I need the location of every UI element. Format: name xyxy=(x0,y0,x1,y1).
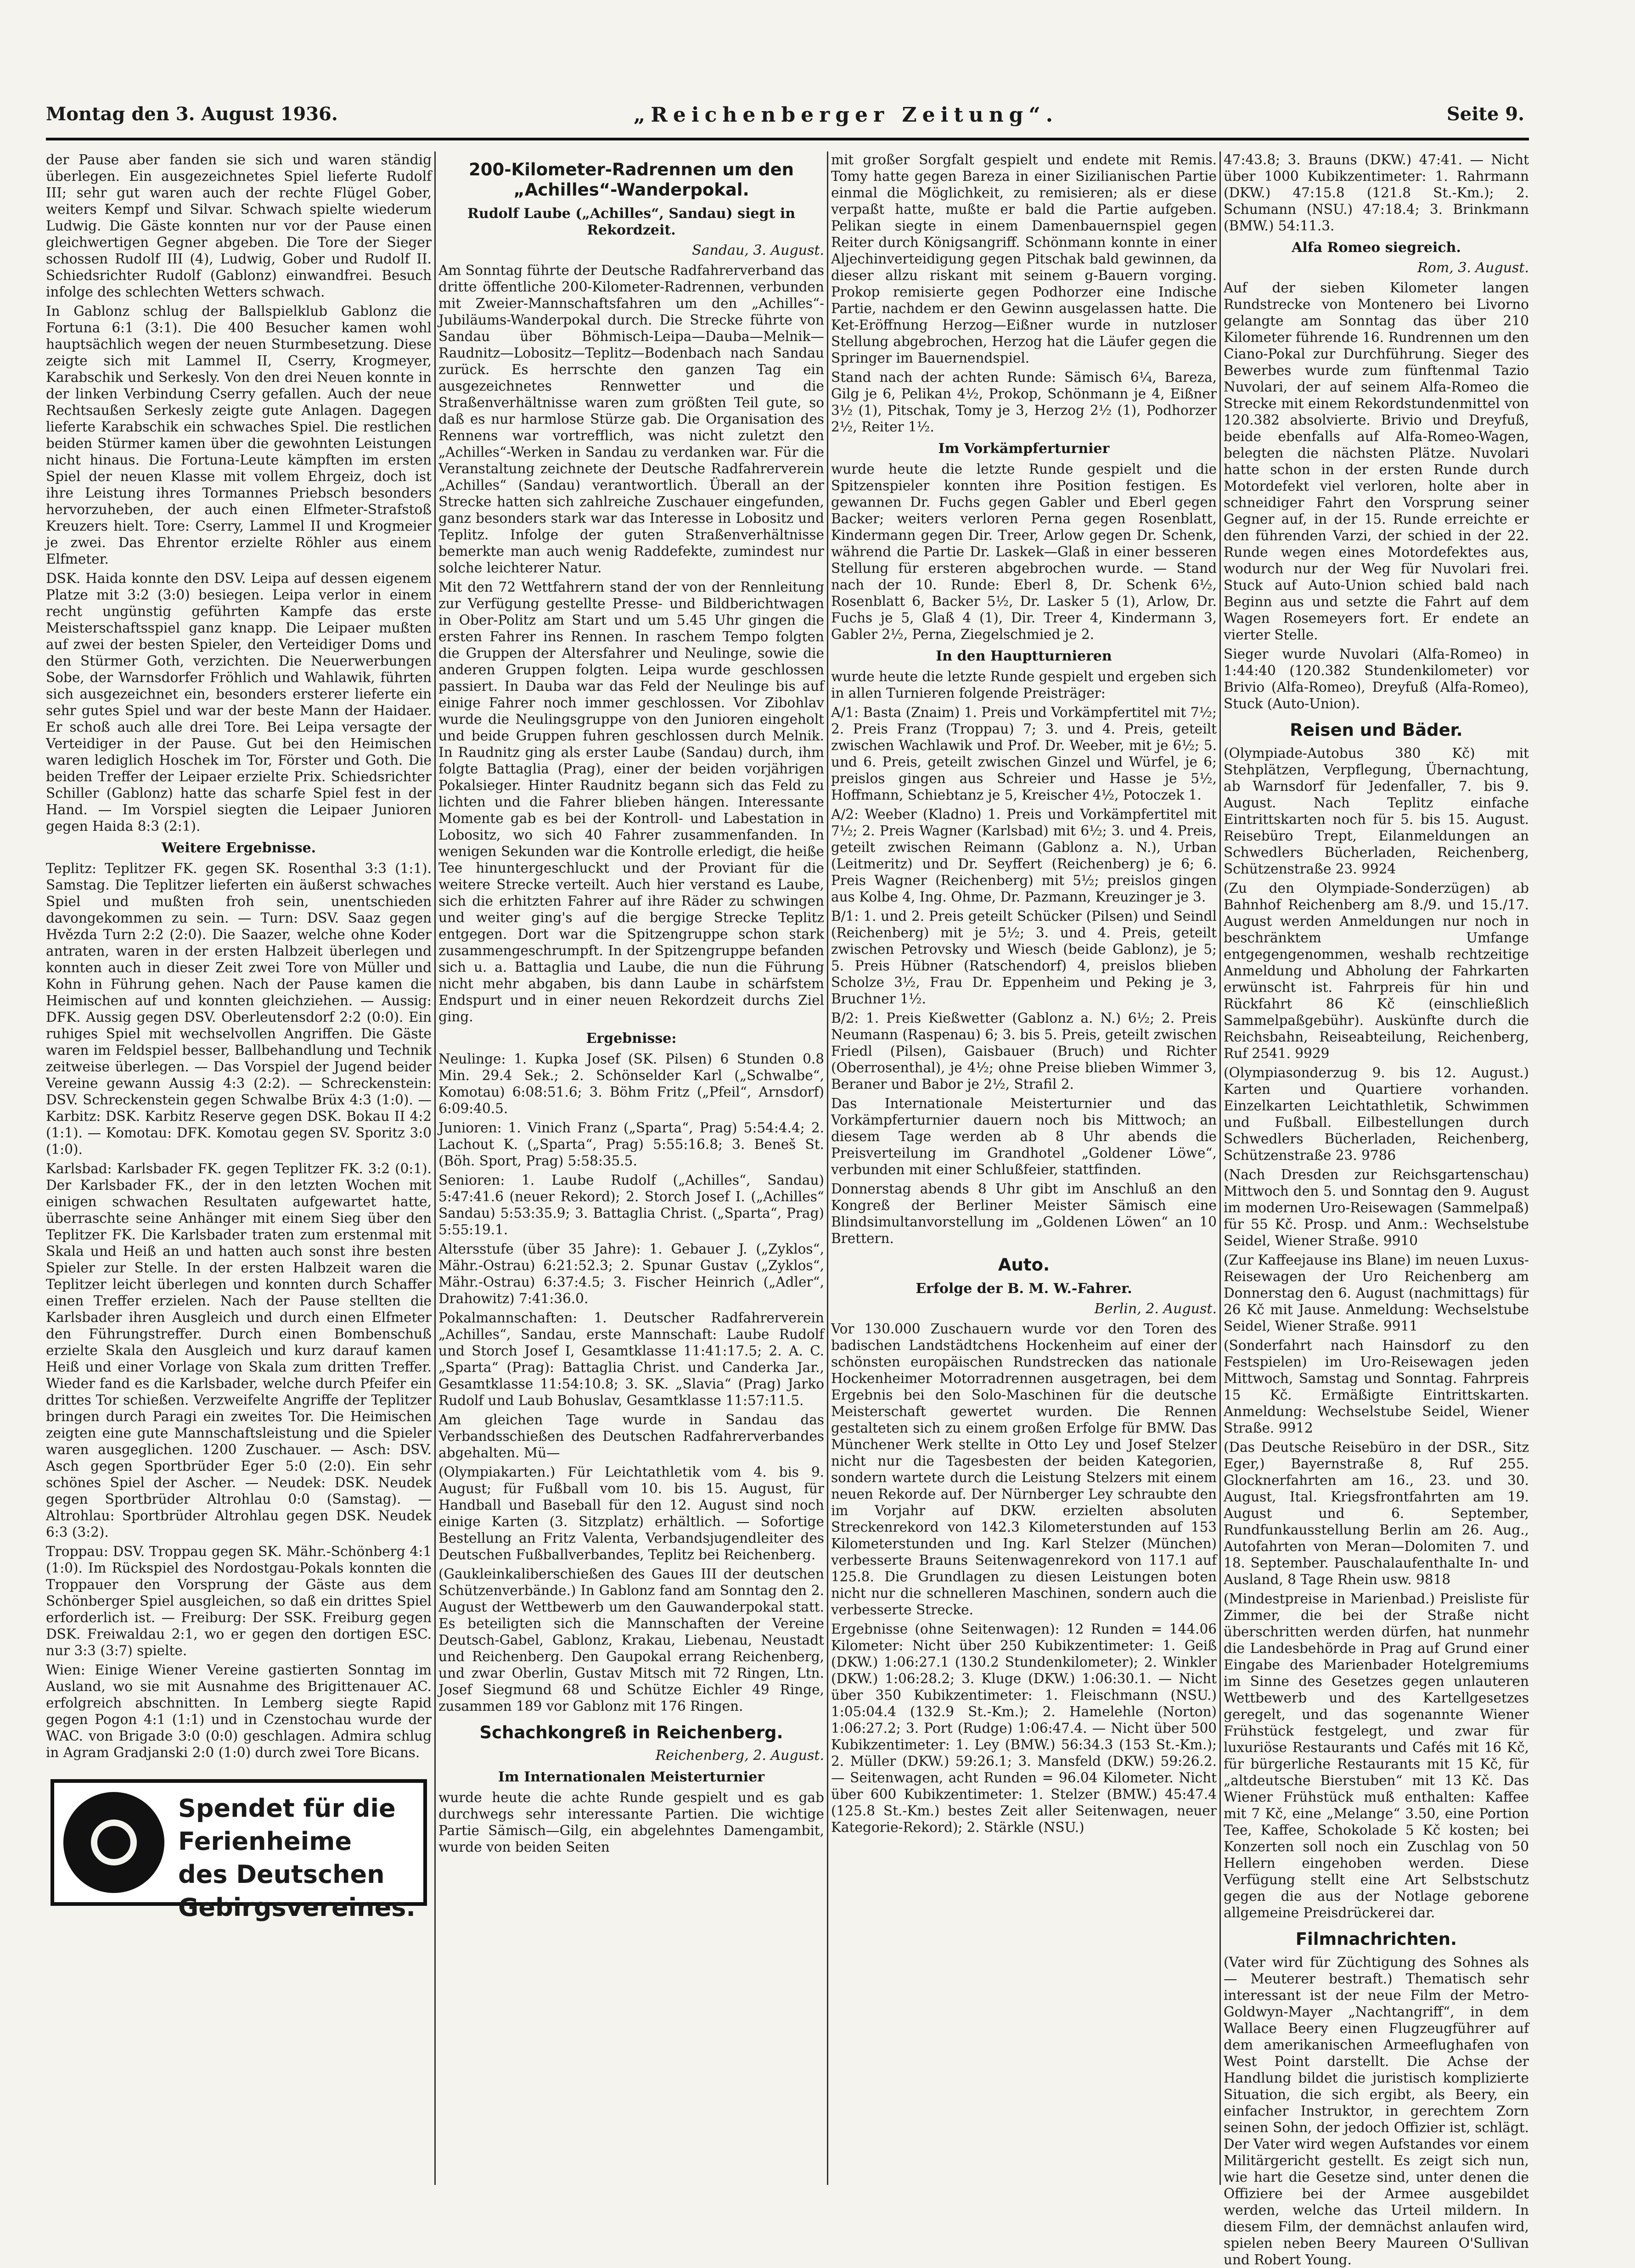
article-paragraph: B/2: 1. Preis Kießwetter (Gablonz a. N.) 6½; 2. Preis Neumann (Raspenau) 6; 3. bis 5. Preis, geteilt zwischen Friedl (Pilsen), Gaisbauer (Bruch) und Richter (Oberrosenthal), je 4½; ohne Preise blieben Wimmer 3, Beraner und Babor je 2½, Strafil 2. xyxy=(831,1010,1217,1092)
ad-line: des Deutschen xyxy=(178,1860,385,1889)
header-page-number: Seite 9. xyxy=(1446,103,1524,125)
article-paragraph: Auf der sieben Kilometer langen Rundstrecke von Montenero bei Livorno gelangte am Sonntag das über 210 Kilometer führende 16. Rundrennen um den Ciano-Pokal zur Durchführung. Sieger des Bewerbes wurde zum fünftenmal Tazio Nuvolari, der auf seinem Alfa-Romeo die Strecke mit einem Rekordstundenmittel von 120.382 absolvierte. Brivio und Dreyfuß, beide ebenfalls auf Alfa-Romeo-Wagen, belegten die nächsten Plätze. Nuvolari hatte schon in der ersten Runde durch Motordefekt viel verloren, holte aber in schneidiger Fahrt den Vorsprung seiner Gegner auf, in der 15. Runde erreichte er den führenden Varzi, der schied in der 22. Runde wegen eines Motordefektes aus, wodurch nur der Weg für Nuvolari frei. Stuck auf Auto-Union schied bald nach Beginn aus und setzte die Fahrt auf dem Wagen Rosemeyers fort. Er endete an vierter Stelle. xyxy=(1224,280,1529,643)
column-rule xyxy=(1219,151,1221,2185)
article-paragraph: Senioren: 1. Laube Rudolf („Achilles“, Sandau) 5:47:41.6 (neuer Rekord); 2. Storch Josef I. („Achilles“ Sandau) 5:53:35.9; 3. Battaglia Christ. („Sparta“, Prag) 5:55:19.1. xyxy=(438,1172,824,1238)
article-paragraph: DSK. Haida konnte den DSV. Leipa auf dessen eigenem Platze mit 3:2 (3:0) besiegen. Leipa verlor in einem recht ungünstig geführten Kampfe das erste Meisterschaftsspiel ganz knapp. Die Leipaer mußten auf zwei der besten Spieler, den Verteidiger Doms und den Stürmer Goth, verzichten. Die Neuerwerbungen Sobe, der Warnsdorfer Fröhlich und Wahlawik, führten sich ausgezeichnet ein, besonders ersterer lieferte ein sehr gutes Spiel und war der beste Mann der Haidaer. Er schoß auch alle drei Tore. Bei Leipa versagte der Verteidiger in der Pause. Gut bei den Heimischen waren lediglich Hoschek im Tor, Förster und Goth. Die beiden Treffer der Leipaer erzielte Prix. Schiedsrichter Schiller (Gablonz) hatte das scharfe Spiel fest in der Hand. — Im Vorspiel siegten die Leipaer Junioren gegen Haida 8:3 (2:1). xyxy=(46,571,432,834)
column-1 xyxy=(46,151,432,2185)
column-rule xyxy=(434,151,436,2185)
ad-line: Spendet für die xyxy=(178,1794,396,1823)
section-heading: Im Vorkämpferturnier xyxy=(938,441,1110,457)
dateline: Rom, 3. August. xyxy=(1417,260,1529,276)
article-paragraph: wurde heute die achte Runde gespielt und es gab durchwegs sehr interessante Partien. Die wichtige Partie Sämisch—Gilg, ein abgelehntes Damengambit, wurde von beiden Seiten xyxy=(438,1790,824,1855)
article-paragraph: (Gaukleinkaliberschießen des Gaues III der deutschen Schützenverbände.) In Gablonz fand am Sonntag den 2. August der Wettbewerb um den Gauwanderpokal statt. Es beteiligten sich die Mannschaften der Vereine Deutsch-Gabel, Gablonz, Krakau, Liebenau, Neustadt und Reichenberg. Den Gaupokal errang Reichenberg, und zwar Oberlin, Gustav Mitsch mit 72 Ringen, Ltn. Josef Siegmund 68 und Schütze Eichler 49 Ringe, zusammen 189 vor Gablonz mit 176 Ringen. xyxy=(438,1566,824,1714)
article-headline: 200-Kilometer-Radrennen um den „Achilles“-Wanderpokal. xyxy=(468,160,794,200)
article-headline: Alfa Romeo siegreich. xyxy=(1292,240,1461,256)
dateline: Sandau, 3. August. xyxy=(692,242,824,258)
article-paragraph: mit großer Sorgfalt gespielt und endete mit Remis. Tomy hatte gegen Bareza in einer Sizilianischen Partie einmal die Möglichkeit, zu remisieren; als er diese verpaßt hatte, mußte er bald die Partie aufgeben. Pelikan siegte in einem Damenbauernspiel gegen Reiter durch Königsangriff. Schönmann konnte in einer Aljechinverteidigung gegen Pitschak bald gewinnen, da dieser allzu riskant mit seinem g-Bauern vorging. Prokop remisierte gegen Podhorzer eine Indische Partie, nachdem er den Gewinn ausgelassen hatte. Die Ket-Eröffnung Herzog—Eißner wurde in nutzloser Stellung abgebrochen, Herzog hat die Läufer gegen die Springer im Bauernendspiel. xyxy=(831,152,1217,366)
classified-notice: (Olympiasonderzug 9. bis 12. August.) Karten und Quartiere vorhanden. Einzelkarten Leichtathletik, Schwimmen und Fußball. Eilbestellungen durch Schwedlers Bücherladen, Reichenberg, Schützenstraße 23. 9786 xyxy=(1224,1065,1529,1163)
classified-notice: (Olympiade-Autobus 380 Kč) mit Stehplätzen, Verpflegung, Übernachtung, ab Warnsdorf für Jedenfaller, 7. bis 9. August. Nach Teplitz einfache Eintrittskarten noch für 5. bis 15. August. Reisebüro Trept, Eilanmeldungen an Schwedlers Bücherladen, Reichenberg, Schützenstraße 23. 9924 xyxy=(1224,745,1529,877)
dateline: Reichenberg, 2. August. xyxy=(655,1747,824,1764)
article-subheadline: Rudolf Laube („Achilles“, Sandau) siegt in Rekordzeit. xyxy=(467,206,796,238)
article-paragraph: A/1: Basta (Znaim) 1. Preis und Vorkämpfertitel mit 7½; 2. Preis Franz (Troppau) 7; 3. und 4. Preis, geteilt zwischen Wachlawik und Prof. Dr. Weeber, mit je 6½; 5. und 6. Preis, geteilt zwischen Ginzel und Würfel, je 6; preislos gingen aus Schreier und Hasse je 5½, Hoffmann, Schiebtanz je 5, Kreischer 4½, Potoczek 1. xyxy=(831,705,1217,803)
article-paragraph: Junioren: 1. Vinich Franz („Sparta“, Prag) 5:54:4.4; 2. Lachout K. („Sparta“, Prag) 5:55:16.8; 3. Beneš St. (Böh. Sport, Prag) 5:58:35.5. xyxy=(438,1120,824,1169)
column-3 xyxy=(831,151,1217,2185)
article-paragraph: der Pause aber fanden sie sich und waren ständig überlegen. Ein ausgezeichnetes Spiel lieferte Rudolf III; sehr gut waren auch der rechte Flügel Gober, weiters Kempf und Silvar. Schwach spielte wiederum Ludwig. Die Gäste konnten nur vor der Pause einen gleichwertigen Gegner abgeben. Die Tore der Sieger schossen Rudolf III (4), Ludwig, Gober und Rudolf II. Schiedsrichter Rudolf (Gablonz) einwandfrei. Besuch infolge des schlechten Wetters schwach. xyxy=(46,152,432,300)
classified-notice: (Das Deutsche Reisebüro in der DSR., Sitz Eger,) Bayernstraße 8, Ruf 255. Glocknerfahrten am 16., 23. und 30. August, Ital. Kriegsfrontfahrten am 19. August und 6. September, Rundfunkausstellung Berlin am 26. Aug., Autofahrten von Meran—Dolomiten 7. und 18. September. Pauschalaufenthalte In- und Ausland, 8 Tage Rhein usw. 9818 xyxy=(1224,1439,1529,1587)
article-headline: Schachkongreß in Reichenberg. xyxy=(479,1723,783,1742)
article-paragraph: B/1: 1. und 2. Preis geteilt Schücker (Pilsen) und Seindl (Reichenberg) mit je 5½; 3. und 4. Preis, geteilt zwischen Petrovsky und Wiesch (beide Gablonz), je 5; 5. Preis Hübner (Ratschendorf) 4, preislos blieben Scholze 3½, Frau Dr. Eppenheim und Peking je 3, Bruchner 1½. xyxy=(831,908,1217,1007)
article-paragraph: Das Internationale Meisterturnier und das Vorkämpferturnier dauern noch bis Mittwoch; an diesem Tage werden ab 8 Uhr abends die Preisverteilung im Grandhotel „Goldener Löwe“, verbunden mit einer Schlußfeier, stattfinden. xyxy=(831,1096,1217,1177)
section-title: Reisen und Bäder. xyxy=(1290,720,1463,740)
section-heading: Im Internationalen Meisterturnier xyxy=(498,1769,765,1785)
article-paragraph: Ergebnisse (ohne Seitenwagen): 12 Runden = 144.06 Kilometer: Nicht über 250 Kubikzentimeter: 1. Geiß (DKW.) 1:06:27.1 (130.2 Stundenkilometer); 2. Winkler (DKW.) 1:06:28.2; 3. Kluge (DKW.) 1:06:30.1. — Nicht über 350 Kubikzentimeter: 1. Fleischmann (NSU.) 1:05:04.4 (132.9 St.-Km.); 2. Hamelehle (Norton) 1:06:27.2; 3. Port (Rudge) 1:06:47.4. — Nicht über 500 Kubikzentimeter: 1. Ley (BMW.) 56:34.3 (153 St.-Km.); 2. Müller (DKW.) 59:26.1; 3. Mansfeld (DKW.) 59:26.2. — Seitenwagen, acht Runden = 96.04 Kilometer. Nicht über 600 Kubikzentimeter: 1. Stelzer (BMW.) 45:47.4 (125.8 St.-Km.) bestes Zeit aller Seitenwagen, neuer Kategorie-Rekord); 2. Stärkle (NSU.) xyxy=(831,1621,1217,1835)
article-paragraph: Donnerstag abends 8 Uhr gibt im Anschluß an den Kongreß der Berliner Meister Sämisch eine Blindsimultanvorstellung im „Goldenen Löwen“ an 10 Brettern. xyxy=(831,1181,1217,1246)
article-paragraph: 47:43.8; 3. Brauns (DKW.) 47:41. — Nicht über 1000 Kubikzentimeter: 1. Rahrmann (DKW.) 47:15.8 (121.8 St.-Km.); 2. Schumann (NSU.) 47:18.4; 3. Brinkmann (BMW.) 54:11.3. xyxy=(1224,152,1529,234)
column-2 xyxy=(438,151,824,2185)
article-paragraph: Pokalmannschaften: 1. Deutscher Radfahrerverein „Achilles“, Sandau, erste Mannschaft: Laube Rudolf und Storch Josef I, Gesamtklasse 11:41:17.5; 2. A. C. „Sparta“ (Prag): Battaglia Christ. und Canderka Jar., Gesamtklasse 11:54:10.8; 3. SK. „Slavia“ (Prag) Jarko Rudolf und Laub Bohuslav, Gesamtklasse 11:57:11.5. xyxy=(438,1310,824,1408)
article-paragraph: Karlsbad: Karlsbader FK. gegen Teplitzer FK. 3:2 (0:1). Der Karlsbader FK., der in den letzten Wochen mit einigen schwachen Resultaten aufgewartet hatte, überraschte seine Anhänger mit einem Sieg über den Teplitzer FK. Die Karlsbader traten zum erstenmal mit Skala und Heiß an und hatten auch sonst ihre besten Spieler zur Stelle. In der ersten Halbzeit waren die Teplitzer leicht überlegen und konnten durch Schaffer einen Treffer erzielen. Nach der Pause stellten die Karlsbader ihren Ausgleich und durch einen Elfmeter den Führungstreffer. Durch einen Bombenschuß erzielte Skala den Ausgleich und kurz darauf kamen Heiß und einer Vorlage von Skala zum dritten Treffer. Wieder fand es die Karlsbader, welche durch Pfeifer ein drittes Tor schießen. Verzweifelte Angriffe der Teplitzer bringen durch Paragi ein zweites Tor. Die Heimischen zeigten eine gute Mannschaftsleistung und die Spieler waren ausgeglichen. 1200 Zuschauer. — Asch: DSV. Asch gegen Sportbrüder Eger 5:0 (2:0). Ein sehr schönes Spiel der Ascher. — Neudek: DSK. Neudek gegen Sportbrüder Altrohlau 0:0 (Samstag). — Altrohlau: Sportbrüder Altrohlau gegen DSK. Neudek 6:3 (3:2). xyxy=(46,1161,432,1540)
article-paragraph: Sieger wurde Nuvolari (Alfa-Romeo) in 1:44:40 (120.382 Stundenkilometer) vor Brivio (Alfa-Romeo), Dreyfuß (Alfa-Romeo), Stuck (Auto-Union). xyxy=(1224,646,1529,711)
section-title: Filmnachrichten. xyxy=(1295,1929,1457,1949)
classified-notice: (Sonderfahrt nach Hainsdorf zu den Festspielen) im Uro-Reisewagen jeden Mittwoch, Samstag und Sonntag. Fahrpreis 15 Kč. Ermäßigte Eintrittskarten. Anmeldung: Wechselstube Seidel, Wiener Straße. 9912 xyxy=(1224,1338,1529,1436)
advertisement-box xyxy=(51,1779,427,1922)
classified-notice: (Nach Dresden zur Reichsgartenschau) Mittwoch den 5. und Sonntag den 9. August im modernen Uro-Reisewagen (Sammelpaß) für 55 Kč. Prosp. und Anm.: Wechselstube Seidel, Wiener Straße. 9910 xyxy=(1224,1167,1529,1249)
article-paragraph: Troppau: DSV. Troppau gegen SK. Mähr.-Schönberg 4:1 (1:0). Im Rückspiel des Nordostgau-Pokals konnten die Troppauer den Vorsprung der Gäste aus dem Schönberger Spiel ausgleichen, so daß ein drittes Spiel erforderlich ist. — Freiburg: Der SSK. Freiburg gegen DSK. Freiwaldau 2:1, wo er gegen den dortigen ESC. nur 3:3 (3:7) spielte. xyxy=(46,1544,432,1658)
article-headline: Erfolge der B. M. W.-Fahrer. xyxy=(916,1281,1132,1297)
column-4 xyxy=(1224,151,1529,2268)
column-rule xyxy=(827,151,828,2185)
article-paragraph: Am gleichen Tage wurde in Sandau das Verbandsschießen des Deutschen Radfahrerverbandes abgehalten. Mü— xyxy=(438,1412,824,1461)
advertisement-text xyxy=(178,1792,416,1924)
article-paragraph: Wien: Einige Wiener Vereine gastierten Sonntag im Ausland, wo sie mit Ausnahme des Brigittenauer AC. erfolgreich abschnitten. In Lemberg siegte Rapid gegen Pogon 4:1 (1:1) und in Czenstochau wurde der WAC. von Brigade 3:0 (0:0) geschlagen. Admira schlug in Agram Gradjanski 2:0 (1:0) durch zwei Tore Bicans. xyxy=(46,1662,432,1760)
ad-line: Ferienheime xyxy=(178,1827,352,1856)
header-date: Montag den 3. August 1936. xyxy=(46,103,338,125)
classified-notice: (Zur Kaffeejause ins Blane) im neuen Luxus-Reisewagen der Uro Reichenberg am Donnerstag den 6. August (nachmittags) für 26 Kč mit Jause. Anmeldung: Wechselstube Seidel, Wiener Straße. 9911 xyxy=(1224,1252,1529,1334)
ad-line: Gebirgsvereines. xyxy=(178,1893,416,1922)
dateline: Berlin, 2. August. xyxy=(1094,1301,1217,1317)
section-heading: Ergebnisse: xyxy=(586,1030,677,1047)
article-paragraph: Vor 130.000 Zuschauern wurde vor den Toren des badischen Landstädtchens Hockenheim auf einer der schönsten europäischen Rundstrecken das nationale Hockenheimer Motorradrennen ausgetragen, bei dem Ergebnis bei den Solo-Maschinen für die deutsche Meisterschaft gewertet wurden. Die Rennen gestalteten sich zu einem großen Erfolge für BMW. Das Münchener Werk stellte in Otto Ley und Josef Stelzer nicht nur die Tagesbesten der beiden Kategorien, sondern wartete durch die Leistung Stelzers mit einem neuen Rekorde auf. Der Nürnberger Ley schraubte den im Vorjahr auf DKW. erzielten absoluten Streckenrekord von 142.3 Kilometerstunden auf 153 Kilometerstunden und Ing. Karl Stelzer (München) verbesserte Brauns Seitenwagenrekord von 117.1 auf 125.8. Die Grundlagen zu diesen Leistungen boten nicht nur die schnelleren Maschinen, sondern auch die verbesserte Strecke. xyxy=(831,1321,1217,1618)
header-rule xyxy=(46,138,1529,140)
section-title: Auto. xyxy=(998,1255,1050,1275)
article-paragraph: (Vater wird für Züchtigung des Sohnes als — Meuterer bestraft.) Thematisch sehr interessant ist der neue Film der Metro-Goldwyn-Mayer „Nachtangriff“, in dem Wallace Beery einen Flugzeugführer auf dem amerikanischen Armeeflughafen von West Point darstellt. Die Achse der Handlung bildet die juristisch komplizierte Situation, die sich ergibt, als Beery, ein einfacher Instruktor, in gerechtem Zorn seinen Sohn, der jedoch Offizier ist, schlägt. Der Vater wird wegen Aufstandes vor einem Militärgericht gestellt. Es zeigt sich nun, wie hart die Gesetze sind, unter denen die Offiziere bei der Armee ausgebildet werden, welche das Urteil mildern. In diesem Film, der demnächst anlaufen wird, spielen neben Beery Maureen O'Sullivan und Robert Young. xyxy=(1224,1954,1529,2268)
article-paragraph: wurde heute die letzte Runde gespielt und ergeben sich in allen Turnieren folgende Preisträger: xyxy=(831,669,1217,701)
article-paragraph: Stand nach der achten Runde: Sämisch 6¼, Bareza, Gilg je 6, Pelikan 4½, Prokop, Schönmann je 4, Eißner 3½ (1), Pitschak, Tomy je 3, Herzog 2½ (1), Podhorzer 2½, Reiter 1½. xyxy=(831,370,1217,435)
article-paragraph: (Mindestpreise in Marienbad.) Preisliste für Zimmer, die bei der Straße nicht überschritten werden dürfen, hat nunmehr die Landesbehörde in Prag auf Grund einer Eingabe des Marienbader Hotelgremiums im Sinne des Gesetzes gegen unlauteren Wettbewerb und des Kartellgesetzes geregelt, und das sogenannte Wiener Frühstück festgelegt, und zwar für luxuriöse Restaurants und Cafés mit 16 Kč, für bürgerliche Restaurants mit 15 Kč, für „altdeutsche Bierstuben“ mit 13 Kč. Das Wiener Frühstück muß enthalten: Kaffee mit 7 Kč, eine „Melange“ 3.50, eine Portion Tee, Kaffee, Schokolade 5 Kč kosten; bei Konzerten soll noch ein Zuschlag von 50 Hellern eingehoben werden. Diese Verfügung stellt eine Art Selbstschutz gegen die aus der Notlage geborene allgemeine Preisdrückerei dar. xyxy=(1224,1591,1529,1921)
article-paragraph: Neulinge: 1. Kupka Josef (SK. Pilsen) 6 Stunden 0.8 Min. 29.4 Sek.; 2. Schönselder Karl („Schwalbe“, Komotau) 6:08:51.6; 3. Böhm Fritz („Pfeil“, Arnsdorf) 6:09:40.5. xyxy=(438,1051,824,1116)
article-paragraph: In Gablonz schlug der Ballspielklub Gablonz die Fortuna 6:1 (3:1). Die 400 Besucher kamen wohl hauptsächlich wegen der neuen Sturmbesetzung. Diese zeigte sich mit Lammel II, Cserry, Krogmeyer, Karabschik und Serkesly. Von den drei Neuen konnte in der linken Verbindung Cserry gefallen. Auch der neue Rechtsaußen Serkesly zeigte gute Anlagen. Dagegen lieferte Karabschik ein schwaches Spiel. Die restlichen beiden Stürmer kamen über die gewohnten Leistungen nicht hinaus. Die Fortuna-Leute kämpften im ersten Spiel der neuen Klasse mit vollem Ehrgeiz, doch ist ihre Leistung ihres Tormannes Priebsch besonders hervorzuheben, der auch einen Elfmeter-Strafstoß Kreuzers hielt. Tore: Cserry, Lammel II und Krogmeier je zwei. Das Ehrentor erzielte Röhler aus einem Elfmeter. xyxy=(46,303,432,567)
section-heading: Weitere Ergebnisse. xyxy=(161,840,316,856)
page-header xyxy=(46,103,1524,131)
article-paragraph: Am Sonntag führte der Deutsche Radfahrerverband das dritte öffentliche 200-Kilometer-Radrennen, verbunden mit Zweier-Mannschaftsfahren um den „Achilles“-Jubiläums-Wanderpokal durch. Die Strecke führte von Sandau über Böhmisch-Leipa—Dauba—Melnik—Raudnitz—Lobositz—Teplitz—Bodenbach nach Sandau zurück. Es herrschte den ganzen Tag ein ausgezeichnetes Rennwetter und die Straßenverhältnisse waren zum größten Teil gute, so daß es nur harmlose Stürze gab. Die Organisation des Rennens war vortrefflich, was nicht zuletzt den „Achilles“-Werken in Sandau zu verdanken war. Für die Veranstaltung zeichnete der Deutsche Radfahrerverein „Achilles“ (Sandau) verantwortlich. Überall an der Strecke hatten sich zahlreiche Zuschauer eingefunden, ganz besonders stark war das Interesse in Lobositz und Teplitz. Infolge der guten Straßenverhältnisse bemerkte man auch wenig Raddefekte, zumindest nur solche leichterer Natur. xyxy=(438,263,824,576)
article-paragraph: Teplitz: Teplitzer FK. gegen SK. Rosenthal 3:3 (1:1). Samstag. Die Teplitzer lieferten ein äußerst schwaches Spiel und mußten froh sein, unentschieden davongekommen zu sein. — Turn: DSV. Saaz gegen Hvězda Turn 2:2 (2:0). Die Saazer, welche ohne Koder antraten, waren in der ersten Halbzeit überlegen und konnten auch in dieser Zeit zwei Tore von Müller und Kohn in Führung gehen. Nach der Pause kamen die Heimischen auf und konnten gleichziehen. — Aussig: DFK. Aussig gegen DSV. Oberleutensdorf 2:2 (0:0). Ein ruhiges Spiel mit wechselvollen Angriffen. Die Gäste waren im Feldspiel besser, Ballbehandlung und Technik zeitweise überlegen. — Das Vorspiel der Jugend beider Vereine gewann Aussig 4:3 (2:2). — Schreckenstein: DSV. Schreckenstein gegen Schwalbe Brüx 4:3 (1:0). — Karbitz: DSK. Karbitz Reserve gegen DSK. Bokau II 4:2 (1:1). — Komotau: DFK. Komotau gegen SV. Sporitz 3:0 (1:0). xyxy=(46,861,432,1157)
article-paragraph: A/2: Weeber (Kladno) 1. Preis und Vorkämpfertitel mit 7½; 2. Preis Wagner (Karlsbad) mit 6½; 3. und 4. Preis, geteilt zwischen Reimann (Gablonz a. N.), Urban (Leitmeritz) und Dr. Seyffert (Reichenberg) je 6; 6. Preis Wagner (Reichenberg) mit 5½; preislos gingen aus Kolbe 4, Ing. Ohme, Dr. Pazmann, Kreuzinger je 3. xyxy=(831,806,1217,905)
article-paragraph: Altersstufe (über 35 Jahre): 1. Gebauer J. („Zyklos“, Mähr.-Ostrau) 6:21:52.3; 2. Spunar Gustav („Zyklos“, Mähr.-Ostrau) 6:37:4.5; 3. Fischer Heinrich („Adler“, Drahowitz) 7:41:36.0. xyxy=(438,1241,824,1306)
classified-notice: (Zu den Olympiade-Sonderzügen) ab Bahnhof Reichenberg am 8./9. und 15./17. August werden Anmeldungen nur noch in beschränktem Umfange entgegengenommen, weshalb rechtzeitige Anmeldung und Abholung der Fahrkarten erwünscht ist. Fahrpreis für hin und Rückfahrt 86 Kč (einschließlich Sammelpaßgebühr). Auskünfte durch die Reichsbahn, Reiseabteilung, Reichenberg, Ruf 2541. 9929 xyxy=(1224,880,1529,1061)
article-paragraph: wurde heute die letzte Runde gespielt und die Spitzenspieler konnten ihre Position festigen. Es gewannen Dr. Fuchs gegen Gabler und Eberl gegen Backer; weiters verloren Perna gegen Rosenblatt, Kindermann gegen Dir. Treer, Arlow gegen Dr. Schenk, während die Partie Dr. Laskek—Glaß in einer besseren Stellung für ersteren abgebrochen wurde. — Stand nach der 10. Runde: Eberl 8, Dr. Schenk 6½, Rosenblatt 6, Backer 5½, Dr. Lasker 5 (1), Arlow, Dr. Fuchs je 5, Glaß 4 (1), Dir. Treer 4, Kindermann 3, Gabler 2½, Perna, Ziegelschmied je 2. xyxy=(831,461,1217,642)
edelweiss-logo-icon xyxy=(63,1792,164,1893)
header-paper-name: „Reichenberger Zeitung“. xyxy=(634,103,1059,127)
article-paragraph: (Olympiakarten.) Für Leichtathletik vom 4. bis 9. August; für Fußball vom 10. bis 15. August, für Handball und Baseball für den 12. August sind noch einige Karten (3. Sitzplatz) erhältlich. — Sofortige Bestellung an Fritz Valenta, Verbandsjugendleiter des Deutschen Fußballverbandes, Teplitz bei Reichenberg. xyxy=(438,1464,824,1562)
section-heading: In den Hauptturnieren xyxy=(936,648,1112,664)
article-paragraph: Mit den 72 Wettfahrern stand der von der Rennleitung zur Verfügung gestellte Presse- und Bildberichtwagen in Ober-Politz am Start und um 5.45 Uhr gingen die ersten Fahrer ins Rennen. In raschem Tempo folgten die Gruppen der Altersfahrer und Neulinge, sowie die anderen Gruppen folgten. Leipa wurde geschlossen passiert. In Dauba war das Feld der Neulinge bis auf einige Fahrer noch immer geschlossen. Vor Zibohlav wurde die Neulingsgruppe von den Junioren eingeholt und beide Gruppen fuhren geschlossen durch Melnik. In Raudnitz ging als erster Laube (Sandau) durch, ihm folgte Battaglia (Prag), einer der beiden vorjährigen Pokalsieger. Hinter Raudnitz begann sich das Feld zu lichten und die Fahrer blieben hängen. Interessante Momente gab es bei der Kontroll- und Labestation in Lobositz, wo sich 40 Fahrer zusammenfanden. In wenigen Sekunden war die Kontrolle erledigt, die heiße Tee hinuntergeschluckt und der Proviant für die weitere Strecke verteilt. Auch hier verstand es Laube, sich die erhitzten Fahrer auf ihre Räder zu schwingen und weiter ging's auf die bergige Strecke Teplitz entgegen. Dort war die Spitzengruppe schon stark zusammengeschrumpft. In der Spitzengruppe befanden sich u. a. Battaglia und Laube, die nun die Führung nicht mehr abgaben, bis dann Laube in schärfstem Endspurt und in einer neuen Rekordzeit durchs Ziel ging. xyxy=(438,579,824,1025)
